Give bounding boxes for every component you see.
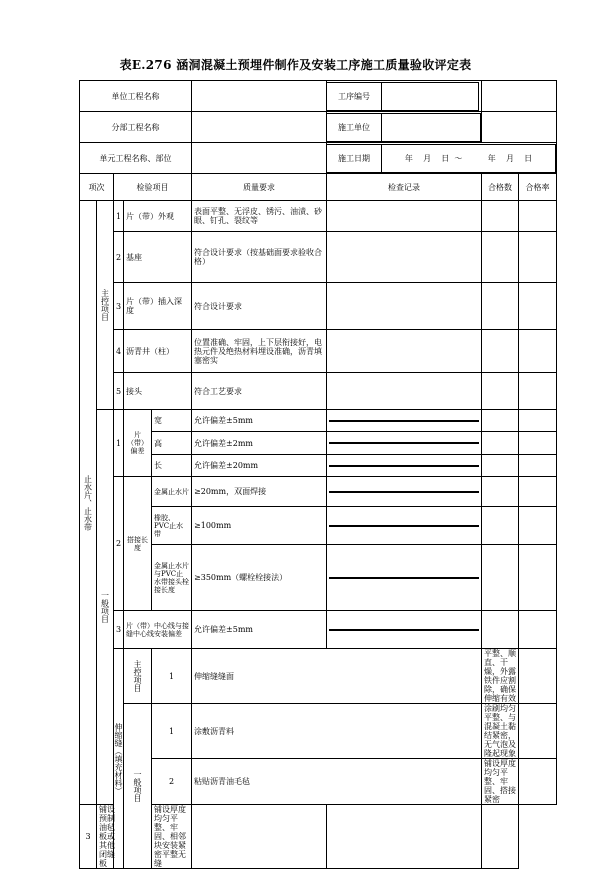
page-title: 表E.276 涵洞混凝土预埋件制作及安装工序施工质量验收评定表 — [119, 58, 472, 72]
qualified-rate-cell[interactable] — [519, 330, 557, 373]
inspection-record-cell[interactable] — [327, 373, 482, 410]
item-requirement: 铺设厚度均匀平整、牢固、相邻块安装紧密平整无缝 — [152, 805, 192, 869]
qualified-count-cell[interactable] — [482, 330, 519, 373]
item-name: 片（带）中心线与接缝中心线安装偏差 — [124, 611, 192, 649]
item-no: 1 — [114, 410, 124, 477]
construction-unit-value-extra[interactable] — [482, 112, 557, 143]
construction-date-value[interactable]: 年 月 日 ～ 年 月 日 — [382, 144, 556, 172]
col-inspection-item: 检验项目 — [114, 174, 192, 201]
work-number-value-extra[interactable] — [482, 81, 557, 112]
inspection-record-grid[interactable] — [327, 455, 482, 477]
qualified-rate-cell[interactable] — [519, 283, 557, 330]
item-requirement: 符合设计要求 — [192, 283, 327, 330]
qualified-count-cell[interactable] — [482, 507, 519, 545]
qualified-count-cell[interactable] — [482, 283, 519, 330]
inspection-record-cell[interactable] — [327, 283, 482, 330]
item-name: 接头 — [124, 373, 192, 410]
qualified-rate-cell[interactable] — [519, 455, 557, 477]
sub-item: 金属止水片 — [152, 477, 192, 507]
item-requirement: 位置准确、牢固，上下层衔接好，电热元件及绝热材料埋设准确，沥青填塞密实 — [192, 330, 327, 373]
inspection-record-cell[interactable] — [327, 232, 482, 283]
inspection-record-cell[interactable] — [519, 649, 557, 704]
qualified-count-cell[interactable] — [482, 373, 519, 410]
sub-item: 金属止水片与PVC止水带接头栓接长度 — [152, 545, 192, 611]
inspection-record-cell[interactable] — [519, 704, 557, 759]
sub-item: 橡胶、PVC止水带 — [152, 507, 192, 545]
qualified-rate-cell[interactable] — [519, 477, 557, 507]
sub-item: 宽 — [152, 410, 192, 432]
qualified-rate-cell[interactable] — [519, 410, 557, 432]
item-requirement: ≥20mm，双面焊接 — [192, 477, 327, 507]
qualified-rate-cell[interactable] — [519, 432, 557, 455]
col-inspection-record: 检查记录 — [327, 174, 482, 201]
sub-project-name-label: 分部工程名称 — [80, 112, 192, 143]
item-requirement: 表面平整、无浮皮、锈污、油渍、砂眼、钉孔、裂纹等 — [192, 201, 327, 232]
inspection-record-cell[interactable] — [327, 330, 482, 373]
qualified-rate-cell[interactable] — [519, 373, 557, 410]
col-quality-requirement: 质量要求 — [192, 174, 327, 201]
qualified-count-cell[interactable] — [482, 201, 519, 232]
evaluation-table — [79, 80, 557, 869]
qualified-rate-cell[interactable] — [519, 201, 557, 232]
waterstop-general-label: 一般项目 — [97, 410, 114, 805]
inspection-record-cell[interactable] — [192, 805, 327, 869]
element-project-name-value[interactable] — [192, 143, 327, 174]
unit-project-name-label: 单位工程名称 — [80, 81, 192, 112]
item-no: 3 — [114, 611, 124, 649]
item-name: 基座 — [124, 232, 192, 283]
element-project-name-label: 单元工程名称、部位 — [80, 143, 192, 174]
item-name: 片（带）插入深度 — [124, 283, 192, 330]
inspection-record-cell[interactable] — [327, 201, 482, 232]
item-name: 粘贴沥青油毛毡 — [192, 759, 482, 805]
item-name: 涂敷沥青料 — [192, 704, 482, 759]
item-no: 3 — [114, 283, 124, 330]
qualified-rate-cell[interactable] — [482, 805, 519, 869]
item-no: 4 — [114, 330, 124, 373]
expansion-general-label: 一般项目 — [124, 704, 152, 869]
col-item-no: 项次 — [80, 174, 114, 201]
waterstop-main-control-label: 主控项目 — [97, 201, 114, 410]
item-no: 5 — [114, 373, 124, 410]
qualified-count-cell[interactable] — [482, 477, 519, 507]
inspection-record-grid[interactable] — [327, 477, 482, 507]
qualified-rate-cell[interactable] — [519, 545, 557, 611]
work-number-value[interactable] — [382, 82, 479, 110]
construction-unit-label: 施工单位 — [327, 113, 382, 141]
qualified-count-cell[interactable] — [327, 805, 482, 869]
inspection-record-grid[interactable] — [327, 545, 482, 611]
item-requirement: 涂刷均匀平整、与混凝土黏结紧密，无气泡及隆起现象 — [482, 704, 519, 759]
sub-item: 高 — [152, 432, 192, 455]
item-requirement: 铺设厚度均匀平整、牢固、搭接紧密 — [482, 759, 519, 805]
sub-item: 长 — [152, 455, 192, 477]
item-requirement: ≥100mm — [192, 507, 327, 545]
item-name: 铺设预制油毡板或其他闭缝板 — [97, 805, 124, 869]
item-no: 1 — [152, 649, 192, 704]
qualified-count-cell[interactable] — [482, 232, 519, 283]
item-requirement: 允许偏差±5mm — [192, 410, 327, 432]
qualified-count-cell[interactable] — [482, 410, 519, 432]
group-expansion-joint: 伸缩缝（填充材料） — [114, 649, 124, 869]
col-qualified-count: 合格数 — [482, 174, 519, 201]
item-requirement: 允许偏差±2mm — [192, 432, 327, 455]
item-requirement: 平整、顺直、干燥，外露铁件应割除，确保伸缩有效 — [482, 649, 519, 704]
item-name: 沥青井（柱） — [124, 330, 192, 373]
item-name: 片（带）偏差 — [124, 410, 152, 477]
item-requirement: 允许偏差±20mm — [192, 455, 327, 477]
item-requirement: 允许偏差±5mm — [192, 611, 327, 649]
inspection-record-grid[interactable] — [327, 432, 482, 455]
col-qualified-rate: 合格率 — [519, 174, 557, 201]
inspection-record-grid[interactable] — [327, 410, 482, 432]
inspection-record-grid[interactable] — [327, 507, 482, 545]
inspection-record-grid[interactable] — [327, 611, 482, 649]
unit-project-name-value[interactable] — [192, 81, 327, 112]
item-no: 2 — [114, 232, 124, 283]
qualified-count-cell[interactable] — [482, 455, 519, 477]
item-name: 片（带）外观 — [124, 201, 192, 232]
construction-date-label: 施工日期 — [327, 144, 382, 172]
sub-project-name-value[interactable] — [192, 112, 327, 143]
expansion-main-control-label: 主控项目 — [124, 649, 152, 704]
item-requirement: 符合工艺要求 — [192, 373, 327, 410]
qualified-rate-cell[interactable] — [519, 507, 557, 545]
qualified-count-cell[interactable] — [482, 611, 519, 649]
qualified-rate-cell[interactable] — [519, 232, 557, 283]
inspection-record-cell[interactable] — [519, 759, 557, 805]
qualified-count-cell[interactable] — [482, 432, 519, 455]
item-requirement: ≥350mm（螺栓栓接法） — [192, 545, 327, 611]
item-no: 1 — [152, 704, 192, 759]
item-requirement: 符合设计要求（按基础面要求验收合格） — [192, 232, 327, 283]
item-no: 3 — [80, 805, 97, 869]
qualified-rate-cell[interactable] — [519, 611, 557, 649]
item-name: 伸缩缝缝面 — [192, 649, 482, 704]
item-no: 2 — [152, 759, 192, 805]
item-no: 2 — [114, 477, 124, 611]
construction-unit-value[interactable] — [382, 113, 481, 141]
work-number-label: 工序编号 — [327, 82, 382, 110]
qualified-count-cell[interactable] — [482, 545, 519, 611]
group-waterstop: 止水片、止水带 — [80, 201, 97, 805]
item-no: 1 — [114, 201, 124, 232]
item-name: 搭接长度 — [124, 477, 152, 611]
